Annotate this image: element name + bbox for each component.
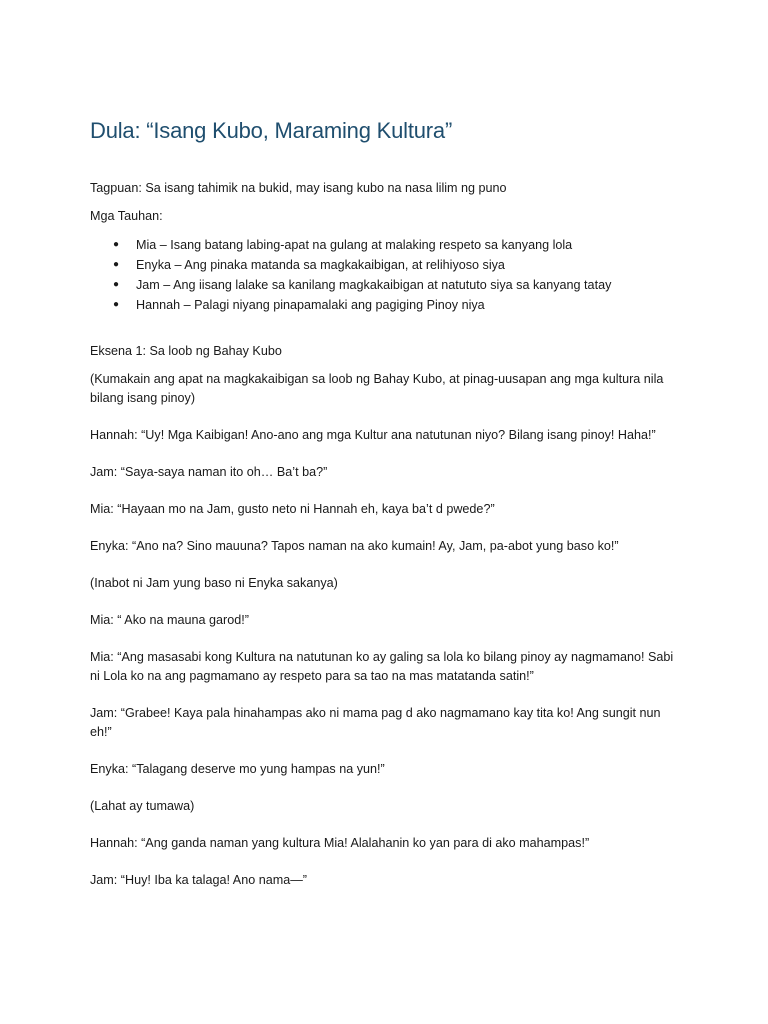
dialogue-line: Enyka: “Talagang deserve mo yung hampas na yun!” [90, 762, 385, 776]
setting-line: Tagpuan: Sa isang tahimik na bukid, may isang kubo na nasa lilim ng puno [90, 181, 507, 195]
characters-list [90, 235, 680, 315]
character-description: Jam – Ang iisang lalake sa kanilang magkakaibigan at natututo siya sa kanyang tatay [136, 278, 612, 292]
list-item [113, 295, 680, 315]
stage-direction: (Lahat ay tumawa) [90, 799, 195, 813]
list-item [113, 235, 680, 255]
dialogue-line: Mia: “ Ako na mauna garod!” [90, 613, 249, 627]
dialogue-line: Jam: “Huy! Iba ka talaga! Ano nama—” [90, 873, 307, 887]
dialogue-line: Jam: “Saya-saya naman ito oh… Ba’t ba?” [90, 465, 328, 479]
scene-heading: Eksena 1: Sa loob ng Bahay Kubo [90, 344, 282, 358]
stage-direction: (Kumakain ang apat na magkakaibigan sa loob ng Bahay Kubo, at pinag-uusapan ang mga kultura nila bilang isang pinoy) [90, 372, 664, 405]
character-description: Hannah – Palagi niyang pinapamalaki ang pagiging Pinoy niya [136, 298, 485, 312]
bullet-icon: ● [113, 239, 120, 250]
dialogue-line: Mia: “Hayaan mo na Jam, gusto neto ni Hannah eh, kaya ba’t d pwede?” [90, 502, 495, 516]
list-item [113, 255, 680, 275]
characters-heading: Mga Tauhan: [90, 209, 163, 223]
dialogue-line: Hannah: “Ang ganda naman yang kultura Mia! Alalahanin ko yan para di ako mahampas!” [90, 836, 590, 850]
bullet-icon: ● [113, 279, 120, 290]
bullet-icon: ● [113, 299, 120, 310]
play-title: Dula: “Isang Kubo, Maraming Kultura” [90, 118, 453, 143]
character-description: Enyka – Ang pinaka matanda sa magkakaibigan, at relihiyoso siya [136, 258, 505, 272]
bullet-icon: ● [113, 259, 120, 270]
dialogue-line: Mia: “Ang masasabi kong Kultura na natutunan ko ay galing sa lola ko bilang pinoy ay nagmamano! Sabi ni Lola ko na ang pagmamano ay respeto para sa tao na mas matatanda satin!” [90, 650, 674, 683]
character-description: Mia – Isang batang labing-apat na gulang at malaking respeto sa kanyang lola [136, 238, 573, 252]
list-item [113, 275, 680, 295]
document-body [90, 179, 680, 908]
dialogue-line: Hannah: “Uy! Mga Kaibigan! Ano-ano ang mga Kultur ana natutunan niyo? Bilang isang pinoy! Haha!” [90, 428, 656, 442]
stage-direction: (Inabot ni Jam yung baso ni Enyka sakanya) [90, 576, 338, 590]
dialogue-line: Enyka: “Ano na? Sino mauuna? Tapos naman na ako kumain! Ay, Jam, pa-abot yung baso ko!” [90, 539, 619, 553]
dialogue-line: Jam: “Grabee! Kaya pala hinahampas ako ni mama pag d ako nagmamano kay tita ko! Ang sungit nun eh!” [90, 706, 661, 739]
